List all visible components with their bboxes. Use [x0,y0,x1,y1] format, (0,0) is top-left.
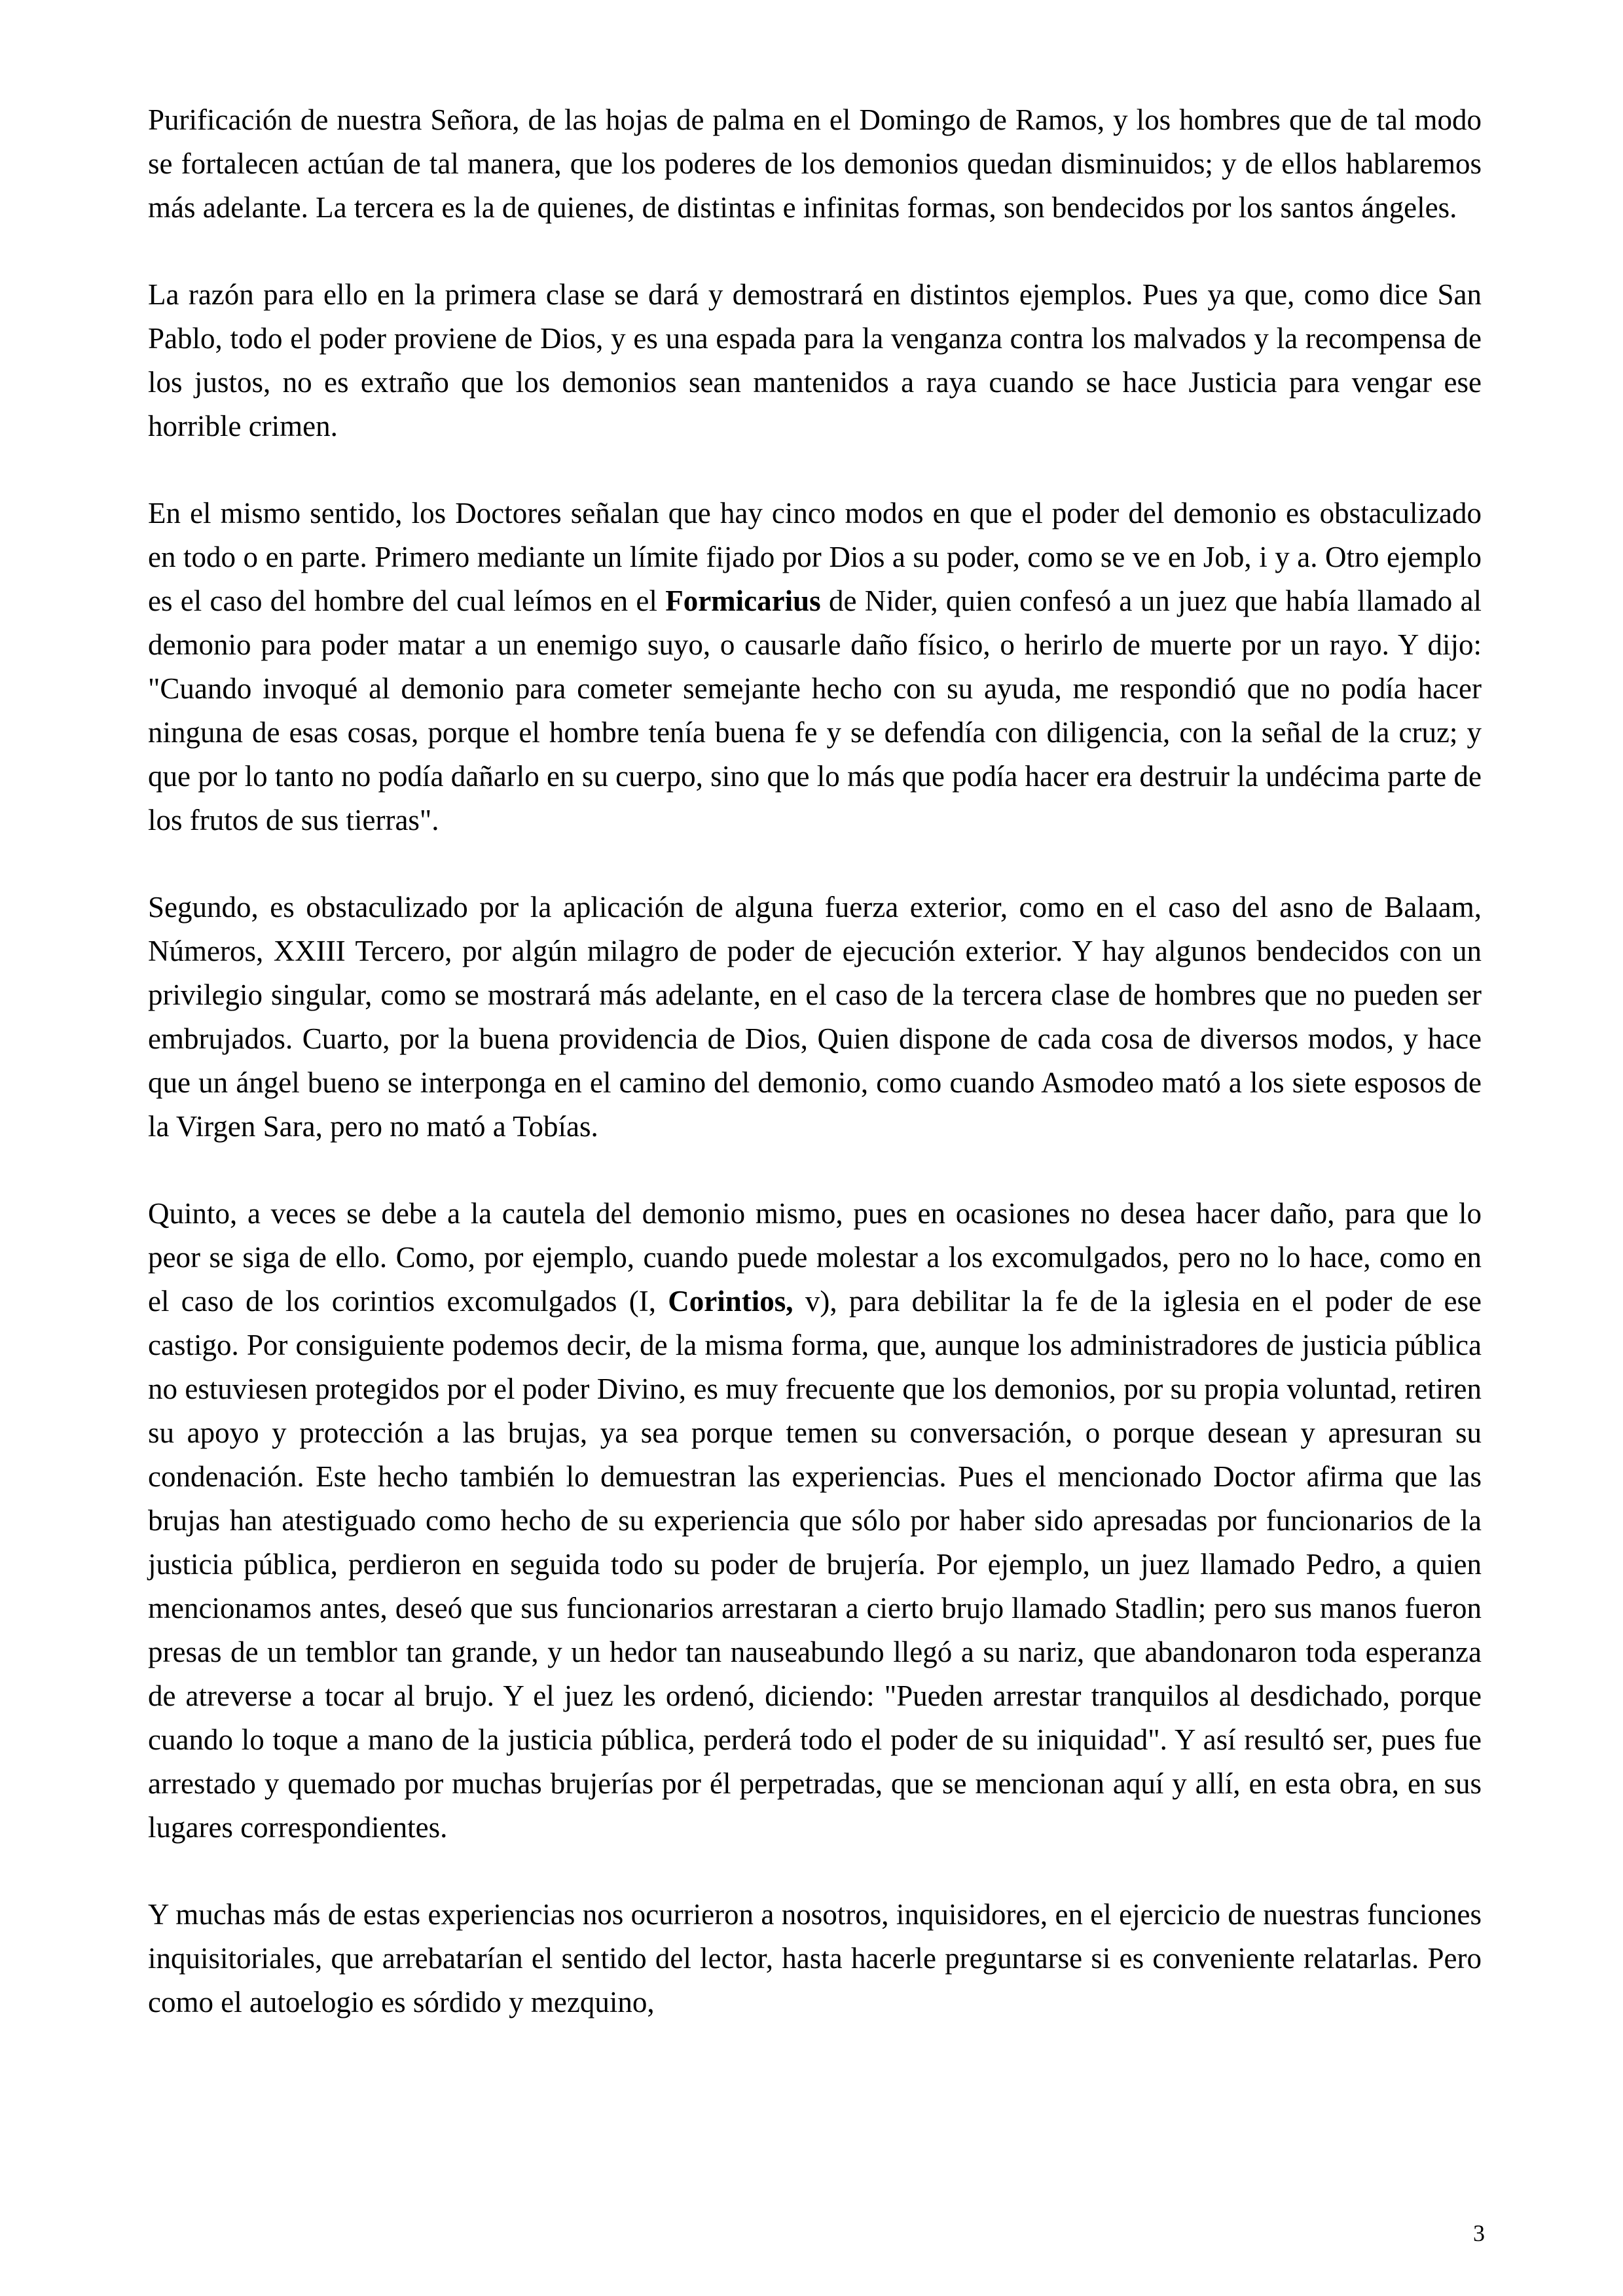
paragraph-5-text-b: v), para debilitar la fe de la iglesia en el poder de ese castigo. Por consiguiente podemos decir, de la misma forma, que, aunque los administradores de justicia pública no estuviesen protegidos por el poder Divino, es muy frecuente que los demonios, por su propia voluntad, retiren su apoyo y protección a las brujas, ya sea porque temen su conversación, o porque desean y apresuran su condenación. Este hecho también lo demuestran las experiencias. Pues el mencionado Doctor afirma que las brujas han atestiguado como hecho de su experiencia que sólo por haber sido apresadas por funcionarios de la justicia pública, perdieron en seguida todo su poder de brujería. Por ejemplo, un juez llamado Pedro, a quien mencionamos antes, deseó que sus funcionarios arrestaran a cierto brujo llamado Stadlin; pero sus manos fueron presas de un temblor tan grande, y un hedor tan nauseabundo llegó a su nariz, que abandonaron toda esperanza de atreverse a tocar al brujo. Y el juez les ordenó, diciendo: "Pueden arrestar tranquilos al desdichado, porque cuando lo toque a mano de la justicia pública, perderá todo el poder de su iniquidad". Y así resultó ser, pues fue arrestado y quemado por muchas brujerías por él perpetradas, que se mencionan aquí y allí, en esta obra, en sus lugares correspondientes. [148,1285,1482,1844]
page-body [148,98,1482,2024]
paragraph-1-text: Purificación de nuestra Señora, de las hojas de palma en el Domingo de Ramos, y los hombres que de tal modo se fortalecen actúan de tal manera, que los poderes de los demonios quedan disminuidos; y de ellos hablaremos más adelante. La tercera es la de quienes, de distintas e infinitas formas, son bendecidos por los santos ángeles. [148,103,1482,224]
paragraph-1 [148,98,1482,230]
paragraph-6-text: Y muchas más de estas experiencias nos ocurrieron a nosotros, inquisidores, en el ejercicio de nuestras funciones inquisitoriales, que arrebatarían el sentido del lector, hasta hacerle preguntarse si es conveniente relatarlas. Pero como el autoelogio es sórdido y mezquino, [148,1898,1482,2018]
paragraph-3-text-b: de Nider, quien confesó a un juez que había llamado al demonio para poder matar a un enemigo suyo, o causarle daño físico, o herirlo de muerte por un rayo. Y dijo: "Cuando invoqué al demonio para cometer semejante hecho con su ayuda, me respondió que no podía hacer ninguna de esas cosas, porque el hombre tenía buena fe y se defendía con diligencia, con la señal de la cruz; y que por lo tanto no podía dañarlo en su cuerpo, sino que lo más que podía hacer era destruir la undécima parte de los frutos de sus tierras". [148,584,1482,836]
paragraph-2 [148,273,1482,448]
paragraph-5-text-a: Quinto, a veces se debe a la cautela del demonio mismo, pues en ocasiones no desea hacer daño, para que lo peor se siga de ello. Como, por ejemplo, cuando puede molestar a los excomulgados, pero no lo hace, como en el caso de los corintios excomulgados (I, [148,1197,1482,1318]
paragraph-3-text-a: En el mismo sentido, los Doctores señalan que hay cinco modos en que el poder del demonio es obstaculizado en todo o en parte. Primero mediante un límite fijado por Dios a su poder, como se ve en Job, i y a. Otro ejemplo es el caso del hombre del cual leímos en el [148,497,1482,617]
page-number: 3 [1473,2220,1485,2246]
paragraph-3 [148,492,1482,842]
paragraph-4-text: Segundo, es obstaculizado por la aplicación de alguna fuerza exterior, como en el caso del asno de Balaam, Números, XXIII Tercero, por algún milagro de poder de ejecución exterior. Y hay algunos bendecidos con un privilegio singular, como se mostrará más adelante, en el caso de la tercera clase de hombres que no pueden ser embrujados. Cuarto, por la buena providencia de Dios, Quien dispone de cada cosa de diversos modos, y hace que un ángel bueno se interponga en el camino del demonio, como cuando Asmodeo mató a los siete esposos de la Virgen Sara, pero no mató a Tobías. [148,891,1482,1143]
paragraph-5 [148,1192,1482,1850]
paragraph-2-text: La razón para ello en la primera clase se dará y demostrará en distintos ejemplos. Pues ya que, como dice San Pablo, todo el poder proviene de Dios, y es una espada para la venganza contra los malvados y la recompensa de los justos, no es extraño que los demonios sean mantenidos a raya cuando se hace Justicia para vengar ese horrible crimen. [148,278,1482,442]
book-title-formicarius: Formicarius [665,584,821,617]
paragraph-4 [148,886,1482,1149]
paragraph-6 [148,1893,1482,2024]
book-title-corintios: Corintios, [668,1285,793,1318]
